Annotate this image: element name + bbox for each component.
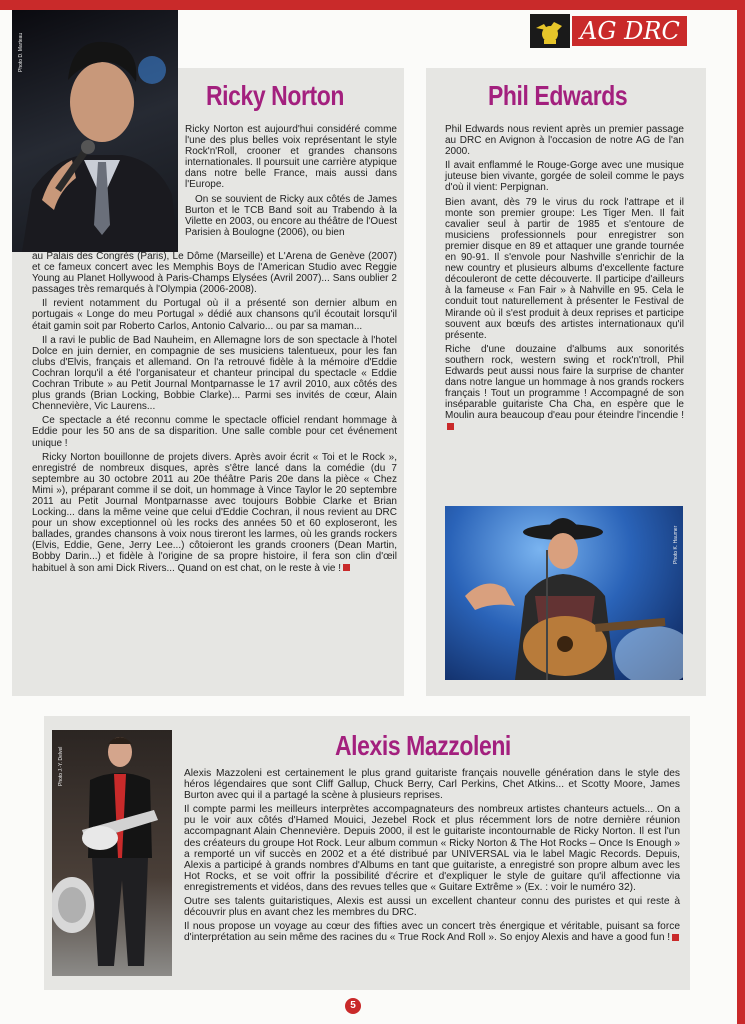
phil-photo-credit: Photo K. Haumer — [673, 525, 679, 564]
section-tag — [530, 14, 687, 48]
alexis-paragraph-2: Il compte parmi les meilleurs interprètes accompagnateurs des nombreux artistes chanteurs actuels... On a pu le voir aux côtés d'Hamed Mouici, Jezebel Rock et plus récemment lors de notre dernière réunion accompagnant Alain Chennevière. Depuis 2000, il est le guitariste incontournable de Ricky Norton. Il est l'un des créateurs du groupe Hot Rock. Leur album commun « Ricky Norton & The Hot Rocks – Once Is Enough » a remporté un vif succès en 2002 et a été distribué par UNIVERSAL via le label Magic Records. Depuis, Alexis a participé à grands nombres d'Albums en tant que guitariste, a enregistré son propre album avec les Hot Rocks, et se voit offrir la possibilité d'écrire et d'expliquer le style de guitare qu'il affectionne via enregistrements et vidéos, dans des revues telles que « Guitare Extrême » (Ex. : voir le numéro 32). — [184, 804, 680, 893]
alexis-paragraph-4: Il nous propose un voyage au cœur des fifties avec un concert très énergique et véritable, puisant sa force d'interprétation au sein même des racines du « True Rock And Roll ». So enjoy Alexis and have a good fun ! — [184, 921, 680, 944]
phil-paragraph-4: Riche d'une douzaine d'albums aux sonorités southern rock, western swing et rock'n'troll, Phil Edwards peut aussi nous faire la surprise de chanter dans notre langue un hommage à nos grands rockers français ! Tout un programme ! Accompagné de son inséparable guitariste Cha Cha, en espère que le Moulin aura beaucoup d'eau pour éteindre l'incendie ! — [445, 343, 684, 422]
ricky-paragraph-3: Il revient notamment du Portugal où il a présenté son dernier album en portugais « Longe do meu Portugal » dédié aux chansons qu'il écoutait lorsqu'il était gamin soit par Roberto Carlos, Antonio Calvario... ou par sa maman... — [32, 298, 397, 332]
ricky-body-text — [32, 251, 397, 577]
phil-paragraph-2: Il avait enflammé le Rouge-Gorge avec une musique juteuse bien vivante, gorgée de soleil comme le pays d'où il vient: Perpignan. — [445, 160, 684, 194]
alexis-photo-credit: Photo J.-Y. Delvel — [58, 746, 64, 786]
ricky-paragraph-6-wrap — [32, 452, 397, 574]
phil-paragraph-1: Phil Edwards nous revient après un premier passage au DRC en Avignon à l'occasion de notre AG de l'an 2000. — [445, 124, 684, 158]
end-mark-icon — [447, 423, 454, 430]
top-accent-bar — [0, 0, 745, 10]
ricky-paragraph-4: Il a ravi le public de Bad Nauheim, en Allemagne lors de son spectacle à l'hotel Dolce en juin dernier, en compagnie de ses musiciens talentueux, pour les fan clubs d'Elvis, français et allemand. On l'a retrouvé fidèle à la mémoire d'Eddie Cochran lorqu'il a été l'organisateur et chanteur principal du spectacle « Eddie Cochran Tribute » au Petit Journal Montparnasse le 17 avril 2010, aux côtés des plus grands (Brian Locking, Bobbie Clarke)... Parmi ses invités de cœur, Alain Chennevière, Vic Laurens... — [32, 334, 397, 413]
phil-paragraph-3: Bien avant, dès 79 le virus du rock l'attrape et il monte son premier groupe: Les Tiger Men. Il fait cavalier seul à partir de 1985 et s'entoure de musiciens professionnels pour enregistrer son premier disque en 89 et attaquer une grande tournée en 90-91. Il s'envole pour Nashville s'enrichir de la new country et plusieurs albums d'excellente facture découleront de cette découverte. Il participe d'ailleurs à la fameuse « Fan Fair » à Nahville en 95. Cela le conduit tout naturellement à présenter le Festival de Mirande où il s'est produit à deux reprises et participe souvent aux bœufs des artistes internationaux qu'il présente. — [445, 196, 684, 341]
ricky-paragraph-1: Ricky Norton est aujourd'hui considéré comme l'une des plus belles voix représentant le style Rock'n'Roll, crooner et grandes chansons internationales. Il poursuit une carrière atypique dans notre belle France, mais aussi dans l'Europe. — [185, 124, 397, 191]
ricky-norton-photo — [12, 10, 178, 252]
alexis-paragraph-1: Alexis Mazzoleni est certainement le plus grand guitariste français nouvelle génération dans le style des héros légendaires que sont Cliff Gallup, Chuck Berry, Carl Perkins, Chet Atkins... et Scotty Moore, James Burton avec qui il a partagé la scène à plusieurs reprises. — [184, 768, 680, 802]
alexis-mazzoleni-photo — [52, 730, 172, 976]
right-accent-bar — [737, 10, 745, 1024]
phil-body-text — [445, 124, 684, 436]
drc-logo — [530, 14, 570, 48]
phil-title: Phil Edwards — [488, 80, 628, 111]
ricky-photo-credit: Photo D. Marteau — [18, 32, 24, 72]
ricky-title: Ricky Norton — [206, 80, 344, 111]
end-mark-icon — [672, 934, 679, 941]
phil-paragraph-4-wrap — [445, 344, 684, 433]
ricky-paragraph-5: Ce spectacle a été reconnu comme le spectacle officiel rendant hommage à Eddie pour les 50 ans de sa disparition. Une salle comble pour cet événement unique ! — [32, 415, 397, 449]
alexis-paragraph-4-wrap — [184, 921, 680, 943]
page-number: 5 — [345, 998, 361, 1014]
ricky-intro-text — [185, 124, 397, 238]
ricky-paragraph-2b: au Palais des Congrès (Paris), Le Dôme (Marseille) et L'Arena de Genève (2007) et ce fameux concert avec les Memphis Boys de l'American Studio avec Reggie Young au Planet Hollywood à Paris-Champs Elysées (Avril 2007)... Sans oublier 2 passages très remarqués à l'Olympia (2006-2008). — [32, 251, 397, 296]
ricky-paragraph-2a: On se souvient de Ricky aux côtés de James Burton et le TCB Band soit au Trabendo à la Vilette en 2003, ou encore au théâtre de l'Ouest Parisien à Boulogne (2006), ou bien — [185, 193, 397, 238]
alexis-paragraph-3: Outre ses talents guitaristiques, Alexis est aussi un excellent chanteur connu des puristes et qui reste à découvrir plus en avant chez les membres du DRC. — [184, 896, 680, 919]
section-title: AG DRC — [572, 16, 687, 46]
end-mark-icon — [343, 564, 350, 571]
alexis-title: Alexis Mazzoleni — [335, 730, 511, 761]
alexis-body-text — [184, 768, 680, 946]
ricky-paragraph-6: Ricky Norton bouillonne de projets divers. Après avoir écrit « Toi et le Rock », enregistré de nombreux disques, après s'être lancé dans la comédie (du 7 septembre au 30 octobre 2011 au 20e théâtre Paris 20e dans la pièce « Chez Mimi »), préparant comme il se doit, un hommage à Vince Taylor le 20 septembre 2011 au Petit Journal Montparnasse avec toujours Bobbie Clarke et Brian Locking... dans la même veine que celui d'Eddie Cochran, il nous revient au DRC pour un show exceptionnel où les rocks des années 50 et 60 exploseront, les ballades, grandes chansons à voix nous tireront les larmes, où les grands rockers (Elvis, Eddie, Gene, Jerry Lee...) côtoieront les grands crooners (Dean Martin, Bobby Darin...) et fidèle à l'origine de sa propre histoire, il fera son clin d'œil habituel à son ami Dick Rivers... Quand on est chat, on le reste à vie ! — [32, 451, 397, 574]
phil-edwards-photo — [445, 506, 683, 680]
